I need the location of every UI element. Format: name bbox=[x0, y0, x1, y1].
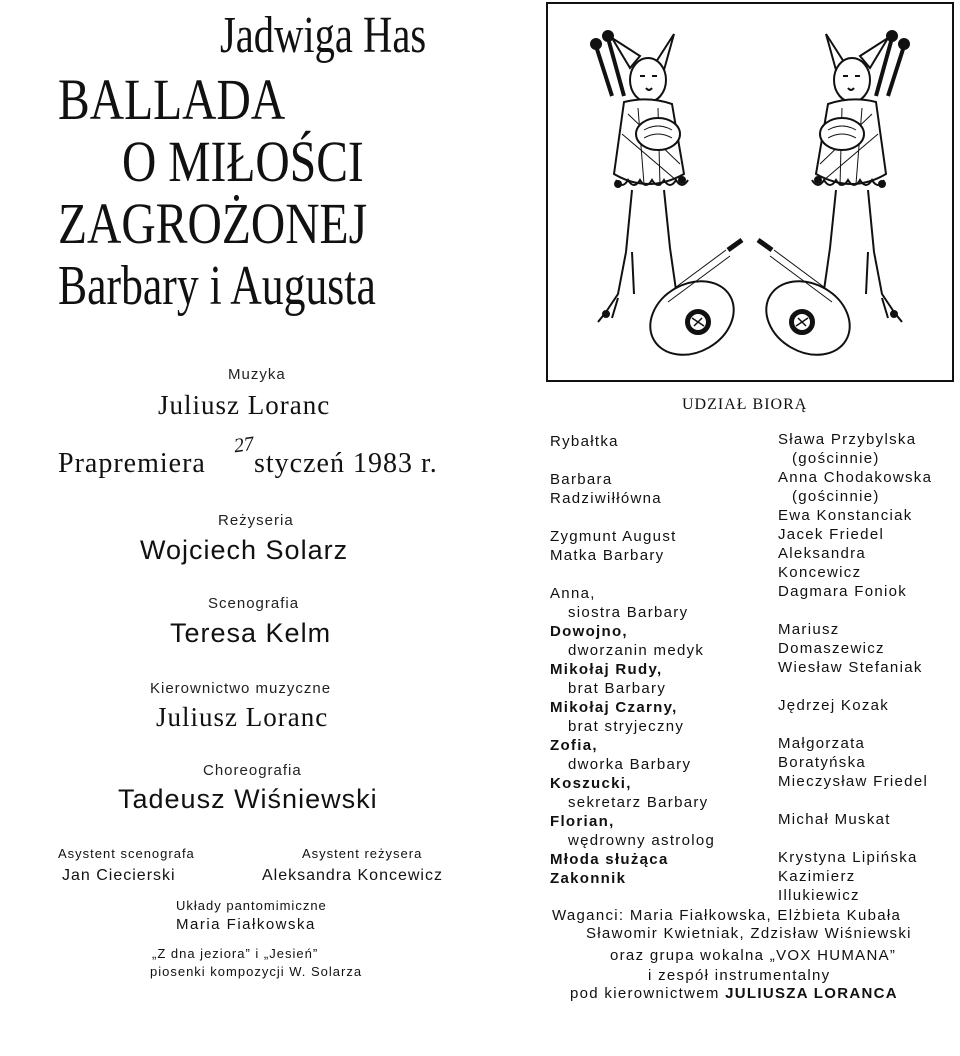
choreography-name: Tadeusz Wiśniewski bbox=[118, 784, 378, 814]
premiere-label: Prapremiera bbox=[58, 448, 206, 479]
actor-5b: Koncewicz bbox=[778, 564, 862, 581]
pantomime-name: Maria Fiałkowska bbox=[176, 916, 316, 933]
cast-actors bbox=[778, 430, 932, 905]
role-mikolaj-rudy-desc: brat Barbary bbox=[568, 680, 667, 697]
role-koszucki-desc: sekretarz Barbary bbox=[568, 794, 709, 811]
role-rybaltka: Rybałtka bbox=[550, 433, 619, 450]
role-anna-desc: siostra Barbary bbox=[568, 604, 689, 621]
role-anna: Anna, bbox=[550, 585, 596, 602]
conductor-name: JULIUSZA LORANCA bbox=[725, 985, 898, 1002]
footer-line-2: Sławomir Kwietniak, Zdzisław Wiśniewski bbox=[586, 925, 912, 942]
pantomime-label: Układy pantomimiczne bbox=[176, 898, 327, 913]
music-direction-label: Kierownictwo muzyczne bbox=[150, 680, 332, 697]
asst-director-label: Asystent reżysera bbox=[302, 846, 423, 861]
footer-line-5-prefix: pod kierownictwem bbox=[570, 985, 720, 1002]
role-zofia-desc: dworka Barbary bbox=[568, 756, 692, 773]
role-dowojno-desc: dworzanin medyk bbox=[568, 642, 705, 659]
title-line-1: BALLADA bbox=[58, 67, 286, 132]
footer-line-4: i zespół instrumentalny bbox=[648, 967, 831, 984]
asst-scenographer-label: Asystent scenografa bbox=[58, 846, 195, 861]
songs-line-1: „Z dna jeziora” i „Jesień” bbox=[152, 946, 319, 961]
actor-11: Mieczysław Friedel bbox=[778, 773, 929, 790]
premiere-date: styczeń 1983 r. bbox=[254, 448, 438, 479]
role-mikolaj-rudy: Mikołaj Rudy, bbox=[550, 661, 663, 678]
premiere-handwritten-day: 27 bbox=[232, 432, 256, 458]
actor-7b: Domaszewicz bbox=[778, 640, 885, 657]
actor-3: Ewa Konstanciak bbox=[778, 507, 913, 524]
actor-2: Anna Chodakowska bbox=[778, 469, 933, 486]
direction-label: Reżyseria bbox=[218, 512, 294, 529]
role-koszucki: Koszucki, bbox=[550, 775, 632, 792]
title-line-2: O MIŁOŚCI bbox=[122, 129, 364, 194]
role-mloda-sluzaca: Młoda służąca bbox=[550, 851, 669, 868]
role-florian: Florian, bbox=[550, 813, 615, 830]
role-barbara: Barbara bbox=[550, 471, 613, 488]
songs-line-2: piosenki kompozycji W. Solarza bbox=[150, 964, 363, 979]
title-line-3: ZAGROŻONEJ bbox=[58, 191, 368, 256]
actor-10a: Małgorzata bbox=[778, 735, 866, 752]
footer-line-3: oraz grupa wokalna „VOX HUMANA” bbox=[610, 947, 897, 964]
role-matka-barbary: Matka Barbary bbox=[550, 547, 665, 564]
title-line-4: Barbary i Augusta bbox=[58, 255, 376, 317]
role-zygmunt-august: Zygmunt August bbox=[550, 528, 677, 545]
role-zofia: Zofia, bbox=[550, 737, 598, 754]
actor-2-note: (gościnnie) bbox=[792, 488, 880, 505]
role-mikolaj-czarny: Mikołaj Czarny, bbox=[550, 699, 678, 716]
actor-6: Dagmara Foniok bbox=[778, 583, 908, 600]
cast-heading: UDZIAŁ BIORĄ bbox=[682, 396, 808, 413]
actor-9: Jędrzej Kozak bbox=[778, 697, 890, 714]
asst-director-name: Aleksandra Koncewicz bbox=[262, 867, 443, 884]
actor-7a: Mariusz bbox=[778, 621, 840, 638]
actor-1-note: (gościnnie) bbox=[792, 450, 880, 467]
footer-line-5 bbox=[570, 984, 898, 1003]
author-name: Jadwiga Has bbox=[220, 7, 427, 64]
actor-8: Wiesław Stefaniak bbox=[778, 659, 923, 676]
role-florian-desc: wędrowny astrolog bbox=[568, 832, 716, 849]
actor-14b: Illukiewicz bbox=[778, 887, 860, 904]
role-radziwillowna: Radziwiłłówna bbox=[550, 490, 662, 507]
direction-name: Wojciech Solarz bbox=[140, 535, 349, 565]
role-zakonnik: Zakonnik bbox=[550, 870, 627, 887]
music-name: Juliusz Loranc bbox=[158, 390, 331, 420]
choreography-label: Choreografia bbox=[203, 762, 302, 779]
actor-10b: Boratyńska bbox=[778, 754, 867, 771]
role-dowojno: Dowojno, bbox=[550, 623, 628, 640]
cast-roles bbox=[550, 432, 715, 888]
actor-4: Jacek Friedel bbox=[778, 526, 885, 543]
scenography-label: Scenografia bbox=[208, 595, 300, 612]
music-label: Muzyka bbox=[228, 366, 286, 383]
footer-line-1: Waganci: Maria Fiałkowska, Elżbieta Kubała bbox=[552, 907, 902, 924]
scenography-name: Teresa Kelm bbox=[170, 618, 332, 648]
jesters-drawing bbox=[548, 4, 952, 380]
music-direction-name: Juliusz Loranc bbox=[156, 702, 329, 732]
asst-scenographer-name: Jan Ciecierski bbox=[62, 867, 176, 884]
actor-14a: Kazimierz bbox=[778, 868, 856, 885]
actor-13: Krystyna Lipińska bbox=[778, 849, 918, 866]
actor-1: Sława Przybylska bbox=[778, 431, 917, 448]
actor-12: Michał Muskat bbox=[778, 811, 891, 828]
jester-illustration bbox=[546, 2, 954, 382]
actor-5a: Aleksandra bbox=[778, 545, 867, 562]
role-mikolaj-czarny-desc: brat stryjeczny bbox=[568, 718, 685, 735]
